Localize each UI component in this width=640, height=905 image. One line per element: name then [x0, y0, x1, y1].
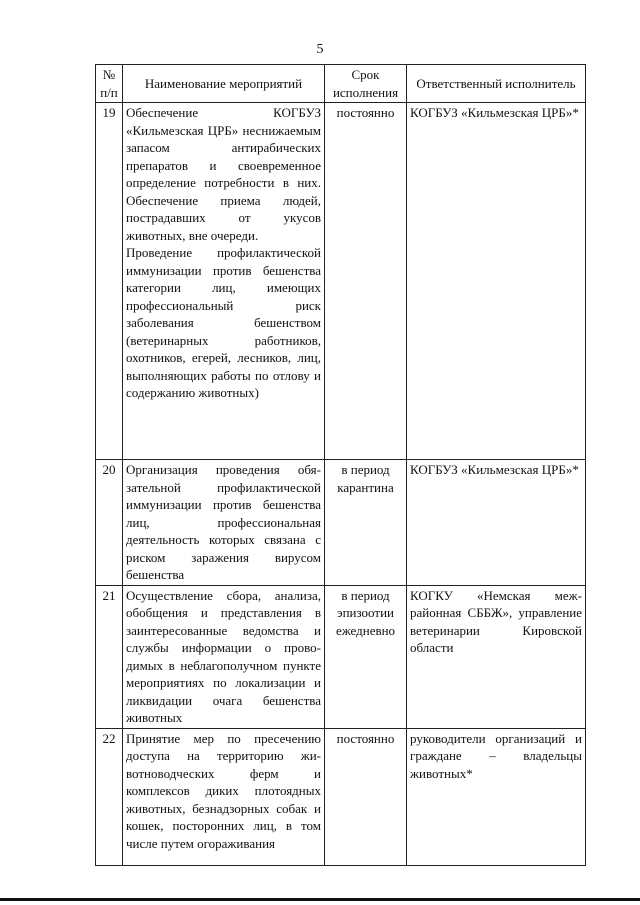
table-row — [96, 460, 586, 586]
measure-paragraph: Проведение профилактической иммунизации против бешенства категории лиц, имеющих профессиональный риск заболевания бешенством (ветеринарных работников, охотников, егерей, лесников, лиц, выполняющих работы по отлову и содержанию животных) — [126, 245, 321, 400]
measure-paragraph: Осуществление сбора, анализа, обобщения и представления в заинтересованные ведомства и службы информации о проводимых в неблагополучном пункте мероприятиях по локализации и ликвидации очага бешенства животных — [126, 587, 321, 725]
measures-table — [95, 64, 586, 866]
table-row — [96, 103, 586, 460]
measure-responsible: КОГКУ «Немская межрайонная СББЖ», управление ветеринарии Кировской области — [407, 585, 586, 728]
measure-paragraph: Организация проведения обязательной профилактической иммунизации против бешенства лиц, профессиональная деятельность которых связана с риском заражения вирусом бешенства — [126, 462, 321, 582]
table-header-row — [96, 65, 586, 103]
page-number: 5 — [316, 42, 324, 57]
measure-name — [123, 585, 325, 728]
measure-term: в период эпизоотии ежедневно — [325, 585, 407, 728]
measure-name — [123, 103, 325, 460]
measure-name — [123, 728, 325, 865]
measure-paragraph: Принятие мер по пресечению доступа на территорию животноводческих ферм и комплексов диких плотоядных животных, безнадзорных собак и кошек, посторонних лиц, в том числе путем огораживания — [126, 730, 321, 851]
row-number: 22 — [96, 728, 123, 865]
measure-term: в период карантина — [325, 460, 407, 586]
measure-term: постоянно — [325, 728, 407, 865]
bottom-border-line — [0, 898, 640, 901]
row-number: 21 — [96, 585, 123, 728]
table-row — [96, 728, 586, 865]
row-number: 20 — [96, 460, 123, 586]
header-name: Наименование мероприятий — [123, 65, 325, 103]
header-num: № п/п — [96, 65, 123, 103]
measure-term: постоянно — [325, 103, 407, 460]
measure-responsible: КОГБУЗ «Кильмезская ЦРБ»* — [407, 460, 586, 586]
measure-responsible: руководители организаций и граждане – владельцы животных* — [407, 728, 586, 865]
measure-paragraph: Обеспечение КОГБУЗ «Кильмезская ЦРБ» неснижаемым запасом антирабических препаратов и своевременное определение потребности в них. Обеспечение приема людей, пострадавших от укусов животных, вне очереди. — [126, 105, 321, 243]
row-number: 19 — [96, 103, 123, 460]
measure-name — [123, 460, 325, 586]
header-responsible: Ответственный исполнитель — [407, 65, 586, 103]
measure-responsible: КОГБУЗ «Кильмезская ЦРБ»* — [407, 103, 586, 460]
table-row — [96, 585, 586, 728]
header-term: Срок исполнения — [325, 65, 407, 103]
